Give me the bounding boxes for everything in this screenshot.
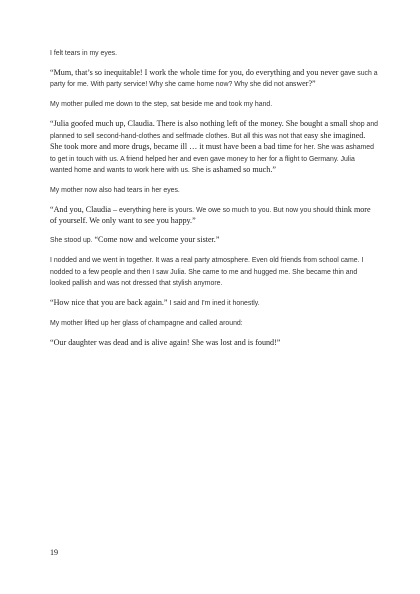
text-run: My mother pulled me down to the step, sat beside me and took my hand. [50,101,273,109]
text-run: “Julia goofed much up, Claudia. There is also nothing left of the money. She bought a small [50,118,350,128]
text-run: “How nice that you are back again.” [50,298,170,307]
text-run: for her. She was ashamed to get in touch with us. A friend helped her and even gave money to her for a flight to Germany. Julia wanted home and wants to work here with us. She is [50,144,374,175]
paragraph-7 [50,235,378,247]
text-run: She stood up. [50,237,95,245]
paragraph-3 [50,99,378,111]
paragraph-6 [50,205,378,227]
paragraph-2 [50,68,378,91]
text-run: shop and planned to sell second-hand-clothes and selfmade clothes. But all this was not that [50,120,378,140]
paragraph-10 [50,318,378,330]
text-run: ashamed so much.” [212,165,276,175]
text-run: “And you, Claudia – [50,204,120,214]
paragraph-4 [50,119,378,177]
page-number: 19 [50,548,59,557]
text-run: everything here is yours. We owe so much to you. But now you should [119,206,336,214]
text-run: answer?” [285,79,316,89]
text-run: think more of yourself. We only want to see you happy.” [50,204,371,226]
paragraph-11 [50,338,378,349]
text-run: My mother now also had tears in her eyes. [50,187,180,195]
text-run: gave such a party for me. With party service! Why she came home now? Why she did not [50,69,378,89]
paragraph-8 [50,255,378,290]
text-run: I nodded and we went in together. It was a real party atmosphere. Even old friends from school came. I nodded to a few people and then I saw Julia. She came to me and hugged me. She became thin and looked pallish and was not dressed that stylish anymore. [50,257,364,288]
text-run: “Our daughter was dead and is alive again! She was lost and is found!” [50,337,281,347]
text-run: “Mum, that’s so inequitable! I work the whole time for you, do everything and you never [50,67,341,77]
text-run: I felt tears in my eyes. [50,50,118,57]
paragraph-9 [50,298,378,310]
text-run: easy she imagined. She took more and more drugs, became ill … it must have been a bad time [50,130,366,152]
page-body [50,48,378,356]
text-run: I said and I'm ined it honestly. [169,300,260,307]
text-run: “Come now and welcome your sister.” [94,235,220,245]
text-run: My mother lifted up her glass of champagne and called around: [50,319,243,327]
paragraph-5 [50,185,378,197]
paragraph-1 [50,48,378,60]
